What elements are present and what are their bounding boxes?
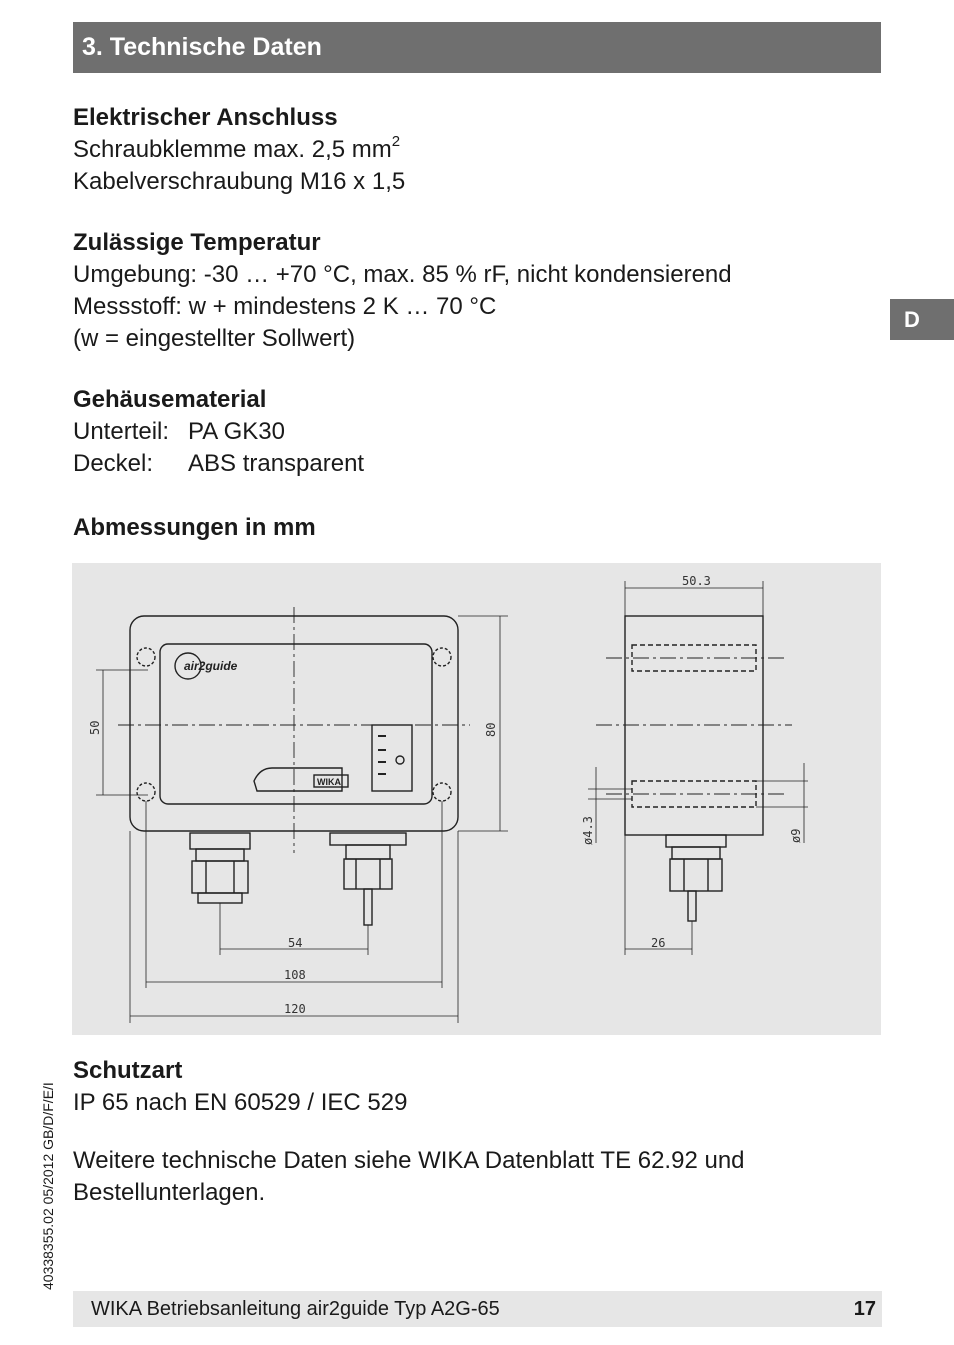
electrical-section <box>73 102 405 198</box>
dimension-label: ø4.3 <box>581 816 595 845</box>
material-row <box>73 448 364 480</box>
dimension-label: 120 <box>284 1002 306 1016</box>
temperature-line-1: Umgebung: -30 … +70 °C, max. 85 % rF, nicht kondensierend <box>73 261 732 288</box>
dimension-label: 108 <box>284 968 306 982</box>
material-key: Deckel: <box>73 450 154 477</box>
material-row <box>73 416 364 448</box>
language-tab-label: D <box>904 307 920 332</box>
dimension-label: 26 <box>651 936 666 950</box>
footer-text: WIKA Betriebsanleitung air2guide Typ A2G-65 <box>91 1298 500 1320</box>
dimension-label: 50.3 <box>682 574 711 588</box>
further-info-section <box>73 1145 745 1209</box>
temperature-line-2: Messstoff: w + mindestens 2 K … 70 °C <box>73 293 497 320</box>
brand-label: WIKA <box>317 777 341 787</box>
temperature-line-3: (w = eingestellter Sollwert) <box>73 325 356 352</box>
further-info-line-1: Weitere technische Daten siehe WIKA Datenblatt TE 62.92 und <box>73 1147 745 1174</box>
page-title: 3. Technische Daten <box>82 33 322 61</box>
material-section <box>73 384 364 480</box>
dimension-label: ø9 <box>789 828 803 843</box>
screw-hole <box>433 648 451 666</box>
further-info-line-2: Bestellunterlagen. <box>73 1179 266 1206</box>
material-key: Unterteil: <box>73 418 170 445</box>
logo-text: air2guide <box>184 659 238 673</box>
screw-hole <box>137 648 155 666</box>
material-value: PA GK30 <box>188 418 285 445</box>
section-header <box>73 22 881 73</box>
dimension-drawing <box>72 563 881 1035</box>
footer <box>73 1291 882 1327</box>
dimension-label: 50 <box>88 720 102 735</box>
dial-marker <box>396 756 404 764</box>
material-heading: Gehäusematerial <box>73 386 267 413</box>
document-code: 40338355.02 05/2012 GB/D/F/E/I <box>40 1082 56 1290</box>
dimensions-section <box>73 512 316 544</box>
material-value: ABS transparent <box>188 450 365 477</box>
electrical-heading: Elektrischer Anschluss <box>73 104 338 131</box>
screw-hole <box>137 783 155 801</box>
technical-drawing-svg <box>72 563 881 1035</box>
page-number: 17 <box>853 1298 876 1320</box>
temperature-section <box>73 227 732 355</box>
language-tab <box>890 299 954 340</box>
setpoint-dial <box>372 725 412 791</box>
electrical-line-2: Kabelverschraubung M16 x 1,5 <box>73 168 406 195</box>
dimension-label: 80 <box>484 722 498 737</box>
side-housing <box>625 616 763 835</box>
protection-section <box>73 1055 407 1119</box>
dimensions-heading: Abmessungen in mm <box>73 514 316 541</box>
temperature-heading: Zulässige Temperatur <box>73 229 321 256</box>
superscript: 2 <box>391 133 401 150</box>
protection-line-1: IP 65 nach EN 60529 / IEC 529 <box>73 1089 408 1116</box>
dimension-label: 54 <box>288 936 303 950</box>
electrical-line-1: Schraubklemme max. 2,5 $mm^2$ <box>73 133 401 163</box>
screw-hole <box>433 783 451 801</box>
protection-heading: Schutzart <box>73 1057 183 1084</box>
